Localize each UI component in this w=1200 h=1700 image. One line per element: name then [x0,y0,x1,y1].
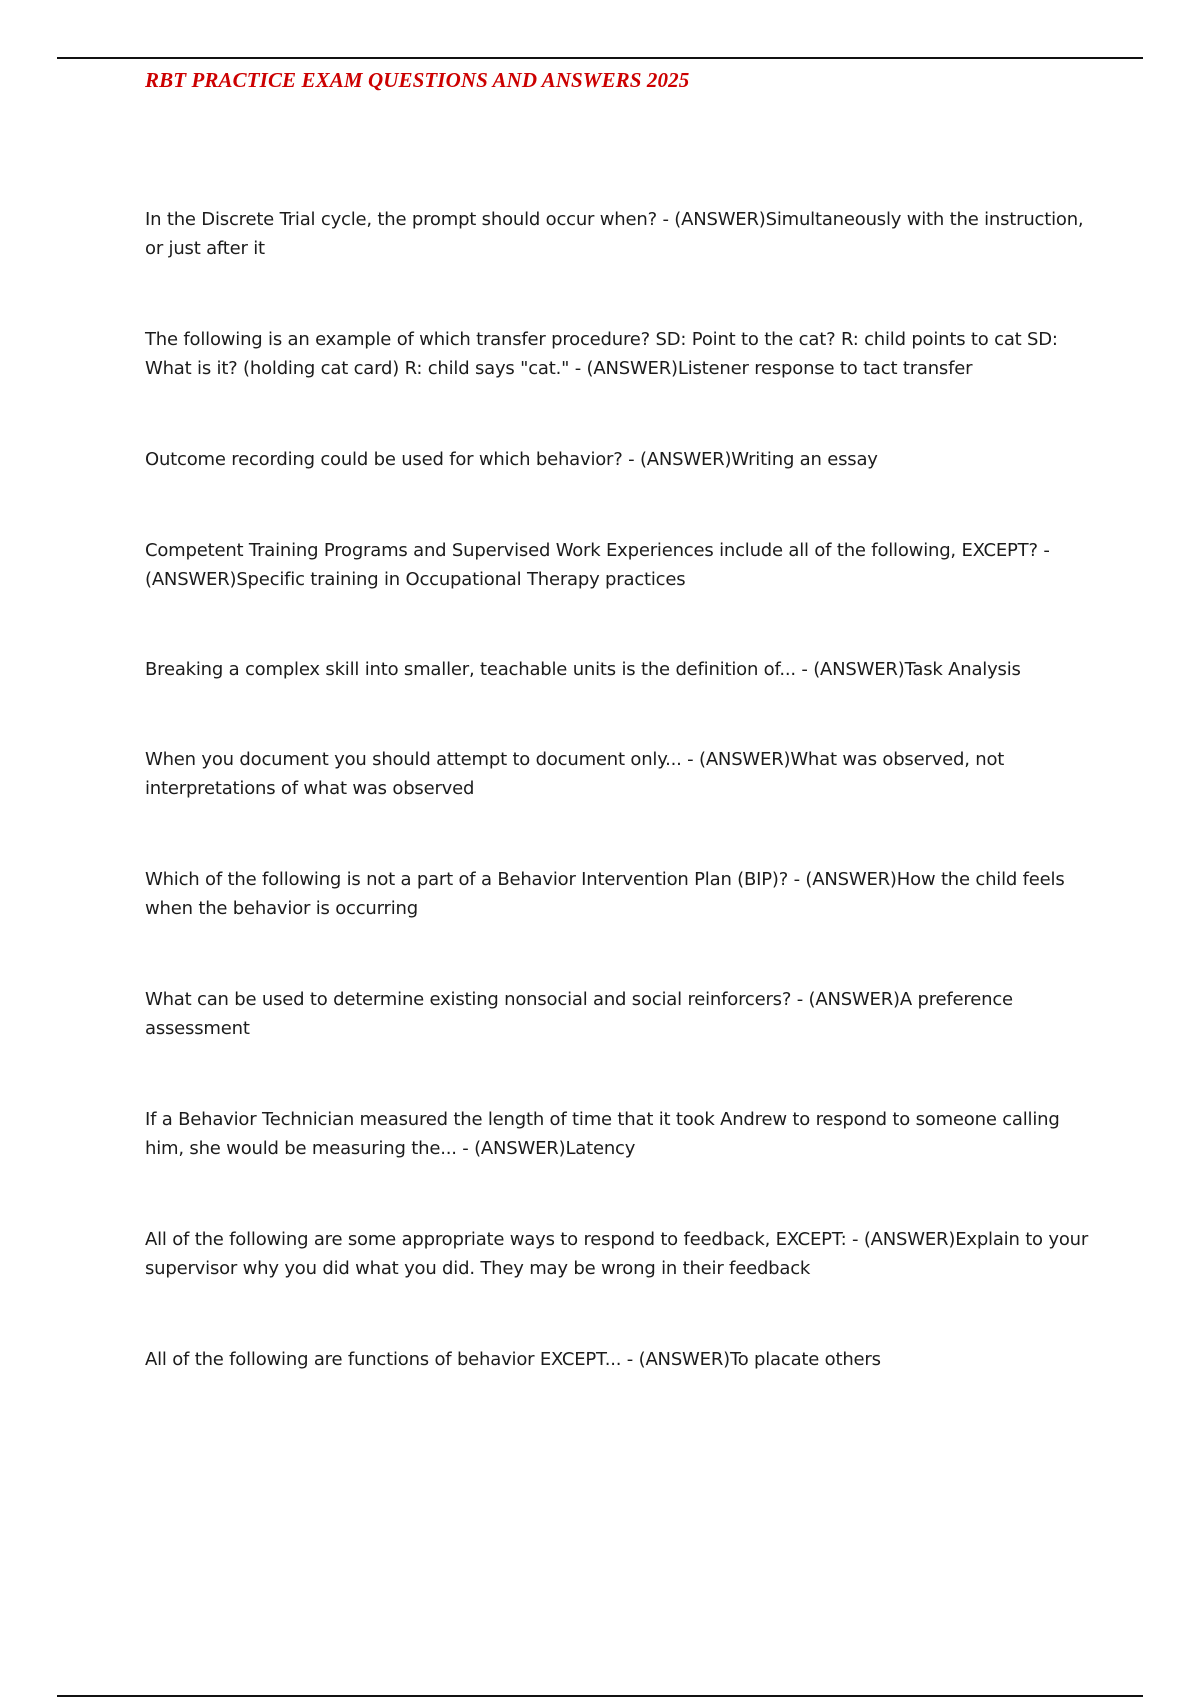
question-text: All of the following are some appropriate ways to respond to feedback, EXCEPT: - (ANSWER) [145,1229,956,1250]
question-text: When you document you should attempt to document only... - (ANSWER) [145,749,791,770]
answer-text: To placate others [729,1349,881,1370]
question-text: All of the following are functions of behavior EXCEPT... - (ANSWER) [145,1349,730,1370]
question-text: In the Discrete Trial cycle, the prompt should occur when? - (ANSWER) [145,209,766,230]
question-text: Breaking a complex skill into smaller, teachable units is the definition of... - (ANSWER) [145,659,905,680]
question-text: The following is an example of which transfer procedure? SD: Point to the cat? R: child points to cat SD: What is it? (holding cat card) R: child says "cat." - (ANSWER) [145,329,1058,379]
answer-text: Simultaneously with the instruction, or just after it [145,209,1084,259]
question-text: If a Behavior Technician measured the length of time that it took Andrew to respond to someone calling him, she would be measuring the... - (ANSWER) [145,1109,1060,1159]
answer-text: Writing an essay [731,449,878,470]
qa-entry-3 [145,445,1095,474]
bottom-rule [57,1695,1143,1697]
document-title: RBT PRACTICE EXAM QUESTIONS AND ANSWERS 2025 [145,68,690,92]
answer-text: Latency [565,1138,636,1159]
answer-text: Listener response to tact transfer [677,358,973,379]
answer-text: Explain to your supervisor why you did what you did. They may be wrong in their feedback [145,1229,1089,1279]
answer-text: Task Analysis [904,659,1021,680]
qa-entry-7 [145,865,1095,923]
question-text: Competent Training Programs and Supervised Work Experiences include all of the following, EXCEPT? - (ANSWER) [145,540,1050,590]
qa-entry-1 [145,205,1095,263]
question-text: What can be used to determine existing nonsocial and social reinforcers? - (ANSWER) [145,989,900,1010]
answer-text: What was observed, not interpretations of what was observed [145,749,1005,799]
qa-entry-8 [145,985,1095,1043]
qa-entry-2 [145,325,1095,383]
question-text: Outcome recording could be used for which behavior? - (ANSWER) [145,449,732,470]
question-text: Which of the following is not a part of a Behavior Intervention Plan (BIP)? - (ANSWER) [145,869,897,890]
answer-text: How the child feels when the behavior is occurring [145,869,1065,919]
qa-entry-6 [145,745,1095,803]
answer-text: Specific training in Occupational Therapy practices [236,569,686,590]
qa-entry-10 [145,1225,1095,1283]
qa-entry-4 [145,536,1095,594]
qa-entry-5 [145,655,1095,684]
qa-entry-11 [145,1345,1095,1374]
qa-entry-9 [145,1105,1095,1163]
top-rule [57,57,1143,59]
answer-text: A preference assessment [145,989,1013,1039]
